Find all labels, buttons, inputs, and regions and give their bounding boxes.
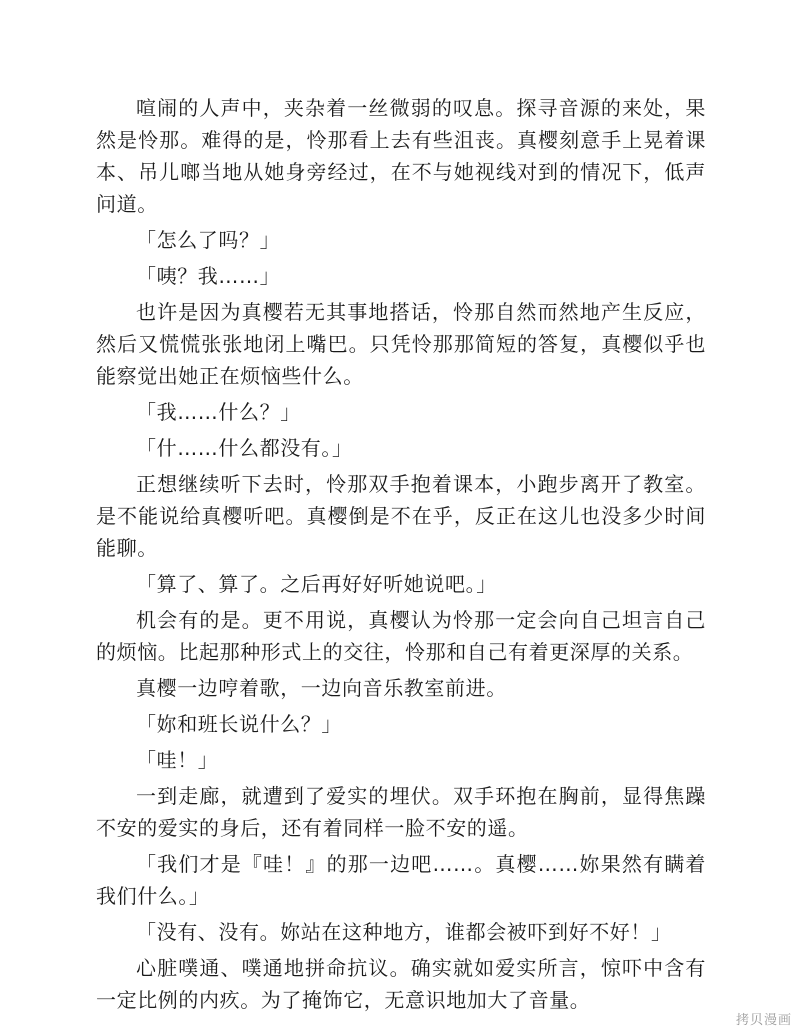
paragraph: 一到走廊，就遭到了爱实的埋伏。双手环抱在胸前，显得焦躁不安的爱实的身后，还有着同样一脸不安的遥。: [96, 784, 706, 840]
paragraph: 机会有的是。更不用说，真樱认为怜那一定会向自己坦言自己的烦恼。比起那种形式上的交往，怜那和自己有着更深厚的关系。: [96, 608, 706, 664]
dialogue-line: 「咦？我……」: [136, 264, 281, 288]
paragraph: 喧闹的人声中，夹杂着一丝微弱的叹息。探寻音源的来处，果然是怜那。难得的是，怜那看上去有些沮丧。真樱刻意手上晃着课本、吊儿啷当地从她身旁经过，在不与她视线对到的情况下，低声问道。: [96, 96, 706, 216]
dialogue-line: 「妳和班长说什么？」: [136, 712, 342, 736]
paragraph: 心脏噗通、噗通地拼命抗议。确实就如爱实所言，惊吓中含有一定比例的内疚。为了掩饰它，无意识地加大了音量。: [96, 956, 706, 1012]
dialogue-line: 「什……什么都没有。」: [136, 436, 353, 460]
dialogue-line: 「我……什么？」: [136, 400, 301, 424]
text-body: [96, 92, 706, 1016]
dialogue-line: 「怎么了吗？」: [136, 228, 281, 252]
paragraph: 真樱一边哼着歌，一边向音乐教室前进。: [136, 676, 507, 700]
dialogue-line: 「没有、没有。妳站在这种地方，谁都会被吓到好不好！」: [136, 920, 672, 944]
dialogue-line: 「哇！」: [136, 748, 219, 772]
paragraph: 也许是因为真樱若无其事地搭话，怜那自然而然地产生反应，然后又慌慌张张地闭上嘴巴。只凭怜那那简短的答复，真樱似乎也能察觉出她正在烦恼些什么。: [96, 300, 706, 388]
watermark: 拷贝漫画: [735, 1013, 792, 1028]
dialogue-line: 「我们才是『哇！』的那一边吧……。真樱……妳果然有瞒着我们什么。」: [96, 852, 706, 908]
paragraph: 正想继续听下去时，怜那双手抱着课本，小跑步离开了教室。是不能说给真樱听吧。真樱倒是不在乎，反正在这儿也没多少时间能聊。: [96, 472, 706, 560]
dialogue-line: 「算了、算了。之后再好好听她说吧。」: [136, 572, 497, 596]
